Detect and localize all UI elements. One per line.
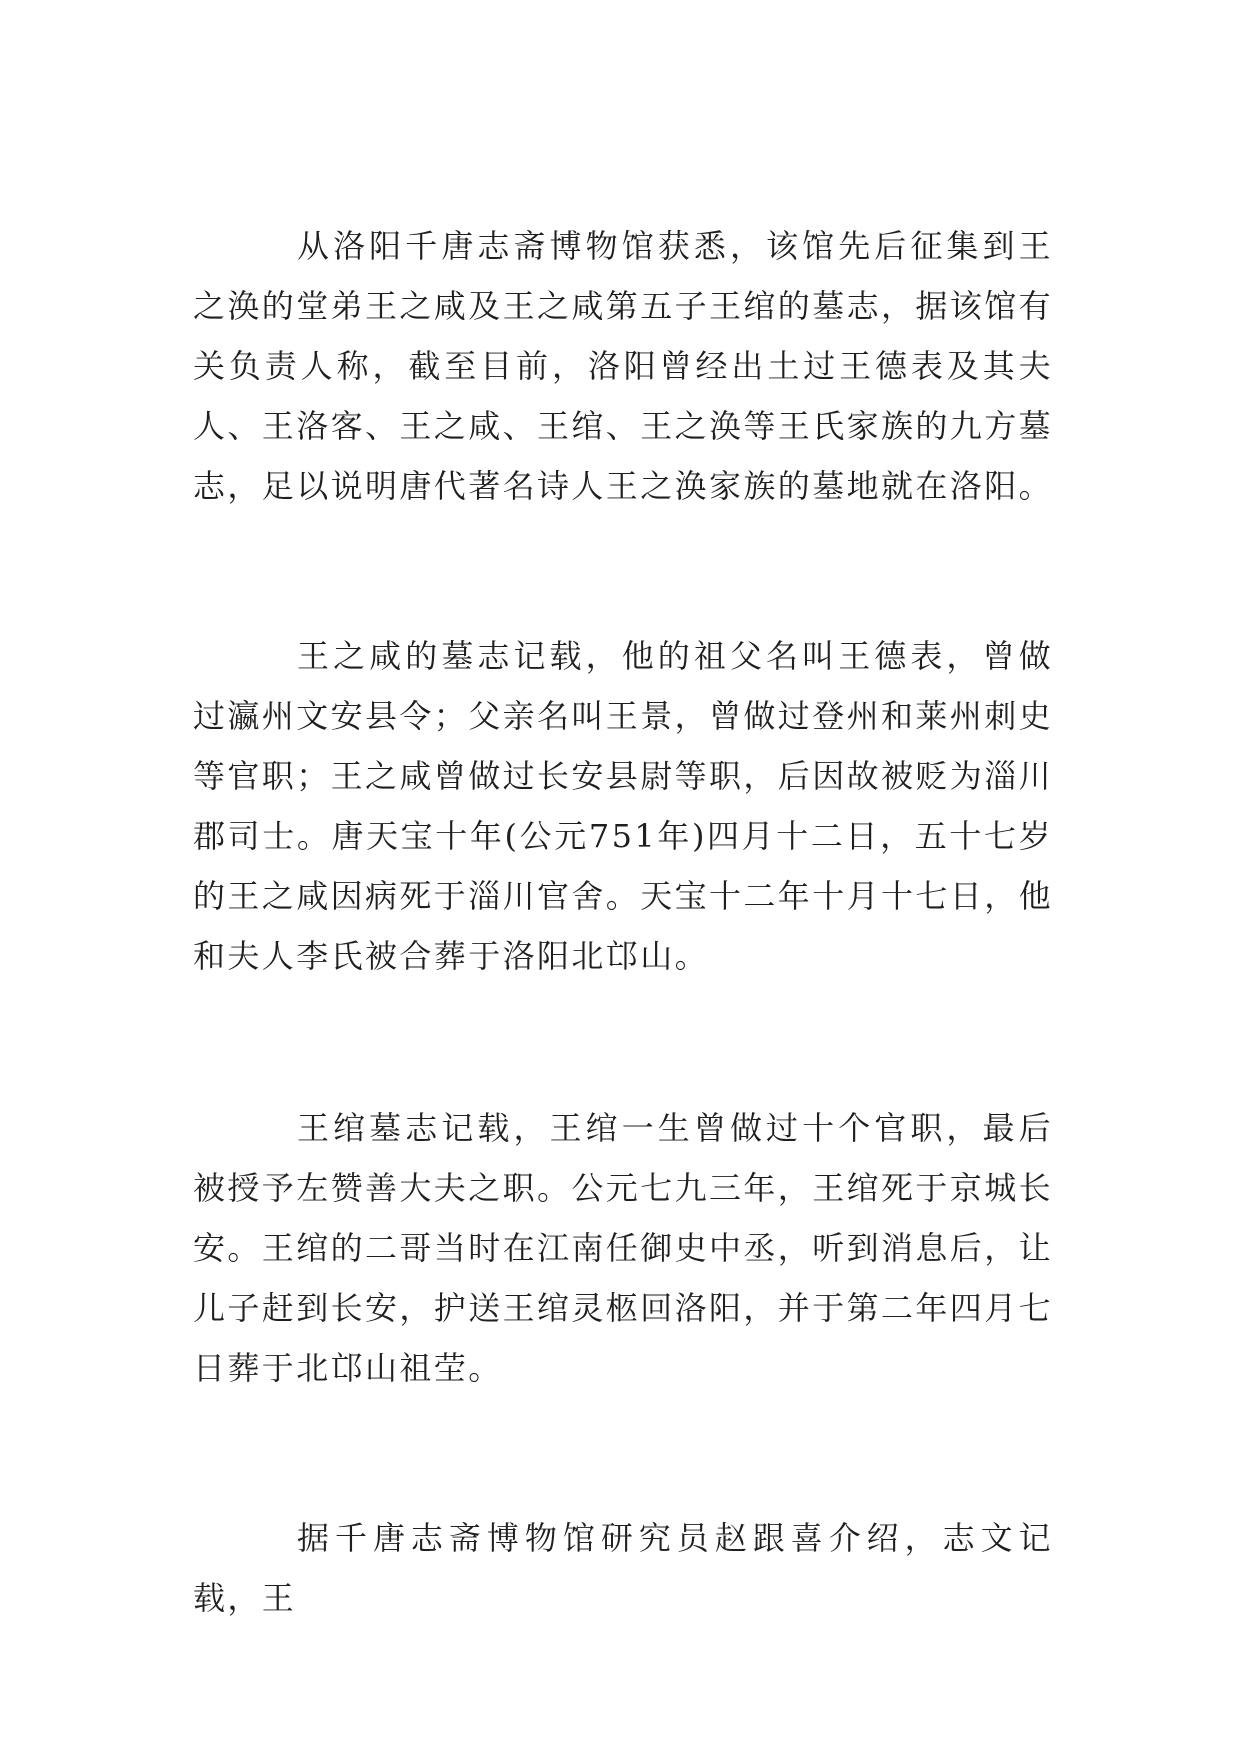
- paragraph-3: 王绾墓志记载，王绾一生曾做过十个官职，最后被授予左赞善大夫之职。公元七九三年，王绾死于京城长安。王绾的二哥当时在江南任御史中丞，听到消息后，让儿子赶到长安，护送王绾灵柩回洛阳，并于第二年四月七日葬于北邙山祖茔。: [193, 1109, 1054, 1387]
- paragraph-4: 据千唐志斋博物馆研究员赵跟喜介绍，志文记载，王: [193, 1519, 1053, 1617]
- paragraph-2: 王之咸的墓志记载，他的祖父名叫王德表，曾做过瀛州文安县令；父亲名叫王景，曾做过登州和莱州刺史等官职；王之咸曾做过长安县尉等职，后因故被贬为淄川郡司士。唐天宝十年(公元751年)四月十二日，五十七岁的王之咸因病死于淄川官舍。天宝十二年十月十七日，他和夫人李氏被合葬于洛阳北邙山。: [193, 637, 1054, 975]
- paragraph-1: 从洛阳千唐志斋博物馆获悉，该馆先后征集到王之涣的堂弟王之咸及王之咸第五子王绾的墓志，据该馆有关负责人称，截至目前，洛阳曾经出土过王德表及其夫人、王洛客、王之咸、王绾、王之涣等王氏家族的九方墓志，足以说明唐代著名诗人王之涣家族的墓地就在洛阳。: [193, 227, 1054, 505]
